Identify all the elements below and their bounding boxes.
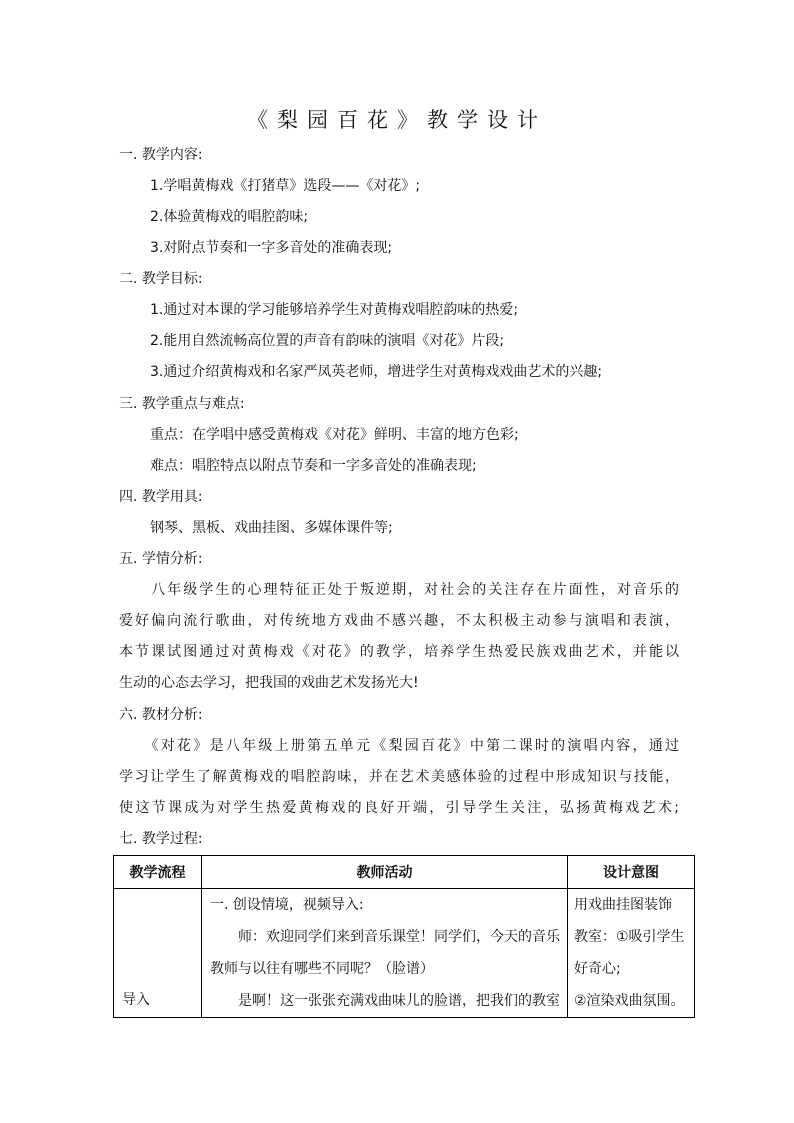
activity-line: 是啊！这一张张充满戏曲味儿的脸谱，把我们的教室 xyxy=(210,993,560,1009)
list-item: 1.学唱黄梅戏《打猪草》选段——《对花》; xyxy=(150,178,421,194)
activity-line: 师：欢迎同学们来到音乐课堂！同学们，今天的音乐 xyxy=(210,929,560,945)
table-cell-flow xyxy=(114,889,202,1018)
list-item: 3.通过介绍黄梅戏和名家严凤英老师，增进学生对黄梅戏戏曲艺术的兴趣; xyxy=(150,364,603,380)
list-item: 2.体验黄梅戏的唱腔韵味; xyxy=(150,209,309,225)
table-header-cell: 教学流程 xyxy=(114,856,202,889)
activity-line: 一. 创设情境，视频导入: xyxy=(210,897,364,913)
paragraph-line: 《对花》是八年级上册第五单元《梨园百花》中第二课时的演唱内容，通过 xyxy=(119,738,679,754)
section-heading-content: 一. 教学内容: xyxy=(119,147,203,163)
paragraph-line: 使这节课成为对学生热爱黄梅戏的良好开端，引导学生关注，弘扬黄梅戏艺术; xyxy=(119,800,679,816)
section-heading-key-points: 三. 教学重点与难点: xyxy=(119,396,245,412)
section-heading-students: 五. 学情分析: xyxy=(119,551,203,567)
list-item: 2.能用自然流畅高位置的声音有韵味的演唱《对花》片段; xyxy=(150,333,505,349)
list-item: 重点：在学唱中感受黄梅戏《对花》鲜明、丰富的地方色彩; xyxy=(150,427,519,443)
paragraph-line: 本节课试图通过对黄梅戏《对花》的教学，培养学生热爱民族戏曲艺术，并能以 xyxy=(119,644,679,660)
table-row xyxy=(114,889,695,1018)
list-item: 1.通过对本课的学习能够培养学生对黄梅戏唱腔韵味的热爱; xyxy=(150,302,519,318)
paragraph-line: 八年级学生的心理特征正处于叛逆期，对社会的关注存在片面性，对音乐的 xyxy=(119,582,679,598)
document-title: 《梨园百花》教学设计 xyxy=(247,108,547,132)
table-header-cell: 设计意图 xyxy=(568,856,695,889)
list-item: 难点：唱腔特点以附点节奏和一字多音处的准确表现; xyxy=(150,458,477,474)
section-heading-goals: 二. 教学目标: xyxy=(119,271,203,287)
intent-line: 用戏曲挂图装饰 xyxy=(574,897,672,913)
table-cell-activity xyxy=(202,889,568,1018)
table-cell-intent xyxy=(568,889,695,1018)
section-heading-process: 七. 教学过程: xyxy=(119,831,203,847)
teaching-process-table xyxy=(113,855,695,1018)
table-header-cell: 教师活动 xyxy=(202,856,568,889)
section-heading-tools: 四. 教学用具: xyxy=(119,489,203,505)
intent-line: ②渲染戏曲氛围。 xyxy=(574,993,685,1009)
section-heading-materials: 六. 教材分析: xyxy=(119,707,203,723)
list-item: 钢琴、黑板、戏曲挂图、多媒体课件等; xyxy=(150,520,393,536)
intent-line: 教室：①吸引学生 xyxy=(574,929,685,945)
paragraph-line: 爱好偏向流行歌曲，对传统地方戏曲不感兴趣，不太积极主动参与演唱和表演， xyxy=(119,613,679,629)
intent-line: 好奇心; xyxy=(574,961,621,977)
paragraph-line: 学习让学生了解黄梅戏的唱腔韵味，并在艺术美感体验的过程中形成知识与技能， xyxy=(119,769,679,785)
activity-line: 教师与以往有哪些不同呢？（脸谱） xyxy=(210,961,434,977)
table-header-row xyxy=(114,856,695,889)
paragraph-line: 生动的心态去学习，把我国的戏曲艺术发扬光大! xyxy=(119,675,419,691)
list-item: 3.对附点节奏和一字多音处的准确表现; xyxy=(150,240,393,256)
flow-label: 导入 xyxy=(122,992,150,1008)
